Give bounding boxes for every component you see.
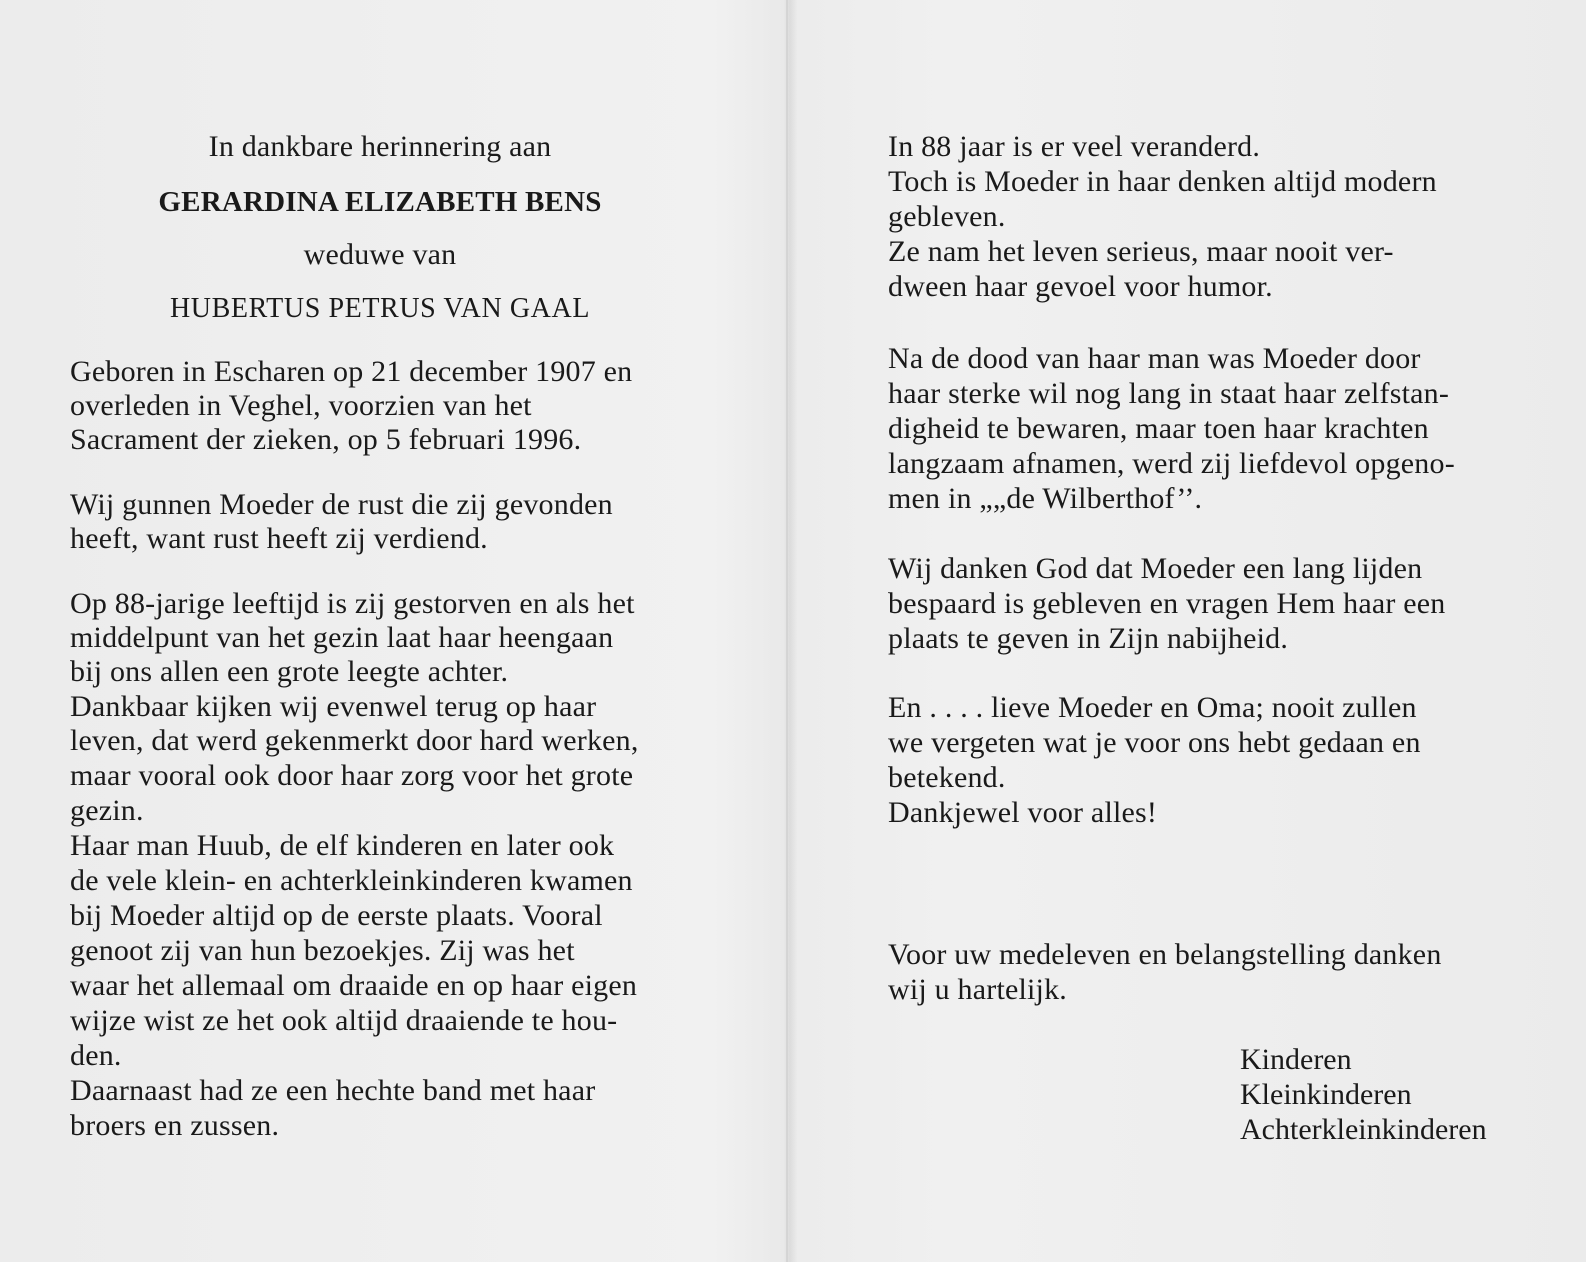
text-line: bij ons allen een grote leegte achter.: [70, 655, 509, 688]
text-line: bij Moeder altijd op de eerste plaats. Vooral: [70, 899, 603, 932]
text-line: Geboren in Escharen op 21 december 1907 en: [70, 355, 633, 388]
card-fold: [786, 0, 788, 1262]
relation-line: weduwe van: [303, 238, 457, 271]
spouse-name: HUBERTUS PETRUS VAN GAAL: [169, 293, 591, 324]
signature-line: Kleinkinderen: [1240, 1078, 1412, 1111]
signature-line: Achterkleinkinderen: [1240, 1113, 1487, 1146]
text-line: wijze wist ze het ook altijd draaiende te hou-: [70, 1004, 618, 1037]
text-line: men in „„de Wilberthof’’.: [888, 482, 1203, 515]
text-line: Dankjewel voor alles!: [888, 796, 1158, 829]
text-line: maar vooral ook door haar zorg voor het grote: [70, 759, 634, 792]
text-line: Toch is Moeder in haar denken altijd modern: [888, 165, 1437, 198]
text-line: Haar man Huub, de elf kinderen en later ook: [70, 829, 615, 862]
text-line: Wij gunnen Moeder de rust die zij gevonden: [70, 488, 613, 521]
thanks-line: Voor uw medeleven en belangstelling danken: [888, 938, 1442, 971]
text-line: leven, dat werd gekenmerkt door hard werken,: [70, 724, 639, 757]
text-line: overleden in Veghel, voorzien van het: [70, 389, 532, 422]
text-line: dween haar gevoel voor humor.: [888, 270, 1273, 303]
text-line: digheid te bewaren, maar toen haar krachten: [888, 412, 1429, 445]
text-line: langzaam afnamen, werd zij liefdevol opgeno-: [888, 447, 1455, 480]
text-line: betekend.: [888, 761, 1006, 794]
text-line: bespaard is gebleven en vragen Hem haar een: [888, 587, 1446, 620]
text-line: In 88 jaar is er veel veranderd.: [888, 130, 1261, 163]
text-line: En . . . . lieve Moeder en Oma; nooit zullen: [888, 691, 1417, 724]
text-line: heeft, want rust heeft zij verdiend.: [70, 522, 488, 555]
thanks-line: wij u hartelijk.: [888, 973, 1067, 1006]
text-line: Na de dood van haar man was Moeder door: [888, 342, 1421, 375]
signature-line: Kinderen: [1240, 1043, 1352, 1076]
text-line: Dankbaar kijken wij evenwel terug op haar: [70, 690, 597, 723]
text-line: middelpunt van het gezin laat haar heengaan: [70, 621, 614, 654]
text-line: Wij danken God dat Moeder een lang lijden: [888, 552, 1423, 585]
text-line: waar het allemaal om draaide en op haar eigen: [70, 969, 638, 1002]
text-line: Ze nam het leven serieus, maar nooit ver-: [888, 235, 1394, 268]
text-line: broers en zussen.: [70, 1109, 280, 1142]
text-line: Sacrament der zieken, op 5 februari 1996.: [70, 423, 582, 456]
text-line: haar sterke wil nog lang in staat haar zelfstan-: [888, 377, 1450, 410]
text-line: gebleven.: [888, 200, 1006, 233]
text-line: we vergeten wat je voor ons hebt gedaan en: [888, 726, 1421, 759]
text-line: gezin.: [70, 794, 144, 827]
text-line: genoot zij van hun bezoekjes. Zij was het: [70, 934, 575, 967]
text-line: plaats te geven in Zijn nabijheid.: [888, 622, 1289, 655]
deceased-name: GERARDINA ELIZABETH BENS: [158, 186, 602, 218]
dedication-line: In dankbare herinnering aan: [208, 130, 552, 163]
text-line: Daarnaast had ze een hechte band met haar: [70, 1074, 596, 1107]
text-line: de vele klein- en achterkleinkinderen kwamen: [70, 864, 633, 897]
text-line: Op 88-jarige leeftijd is zij gestorven en als het: [70, 587, 635, 620]
text-line: den.: [70, 1039, 122, 1072]
